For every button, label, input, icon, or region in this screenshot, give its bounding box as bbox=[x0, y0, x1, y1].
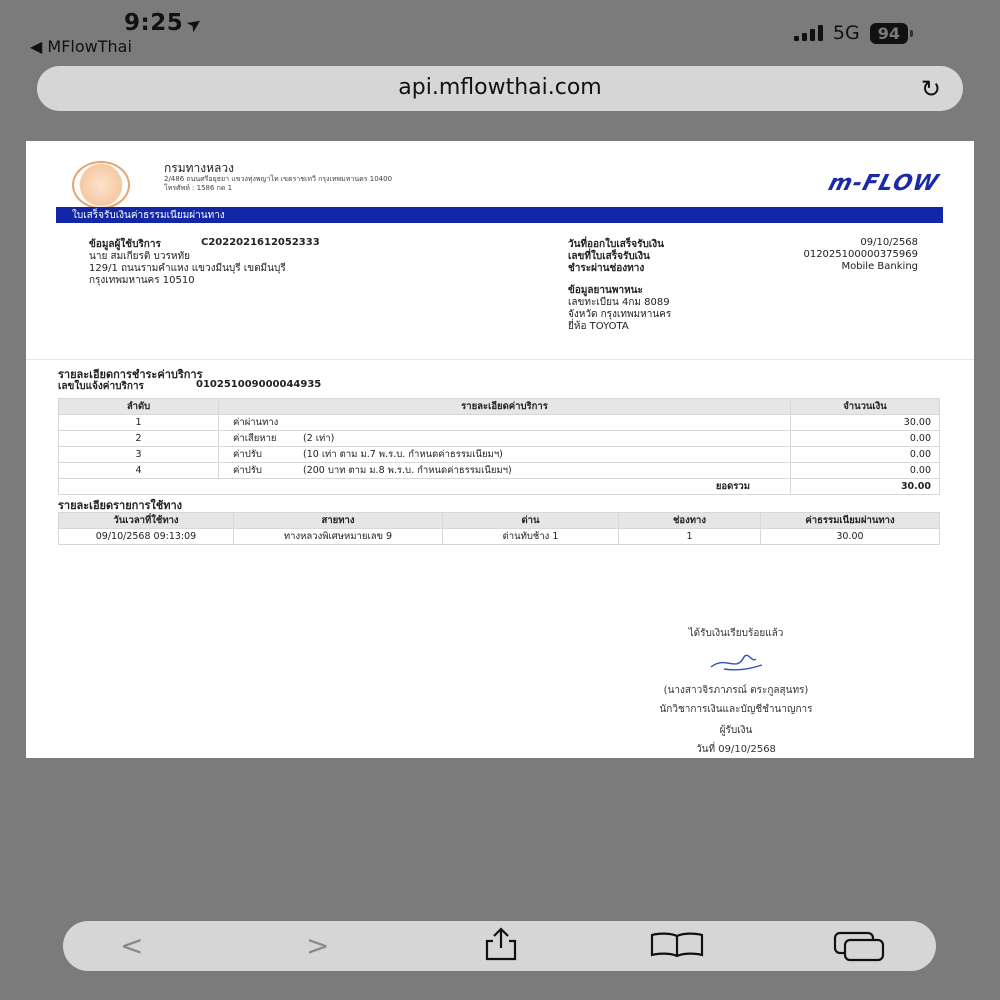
customer-label: ข้อมูลผู้ใช้บริการ bbox=[89, 239, 161, 250]
row-no: 3 bbox=[59, 447, 219, 463]
location-arrow-icon: ➤ bbox=[182, 11, 208, 38]
row-no: 1 bbox=[59, 415, 219, 431]
payment-channel: Mobile Banking bbox=[841, 261, 918, 272]
banner-title: ใบเสร็จรับเงินค่าธรรมเนียมผ่านทาง bbox=[72, 210, 225, 221]
usage-datetime: 09/10/2568 09:13:09 bbox=[59, 529, 234, 545]
table-row bbox=[59, 529, 940, 545]
mflow-logo: m-FLOW bbox=[825, 171, 942, 196]
received-text: ได้รับเงินเรียบร้อยแล้ว bbox=[688, 628, 784, 639]
tabs-icon[interactable] bbox=[831, 930, 887, 969]
browser-toolbar bbox=[63, 921, 936, 971]
row-amount: 30.00 bbox=[791, 415, 940, 431]
table-row bbox=[59, 415, 940, 431]
row-item: ค่าปรับ bbox=[233, 465, 262, 476]
total-amount: 30.00 bbox=[791, 479, 940, 495]
total-label: ยอดรวม bbox=[59, 479, 791, 495]
payment-channel-label: ชำระผ่านช่องทาง bbox=[568, 263, 645, 274]
row-no: 2 bbox=[59, 431, 219, 447]
section-divider bbox=[26, 359, 974, 360]
receipt-date: 09/10/2568 bbox=[860, 237, 918, 248]
receipt-document bbox=[26, 141, 974, 758]
vehicle-province: จังหวัด กรุงเทพมหานคร bbox=[568, 309, 672, 320]
col-header-detail: รายละเอียดค่าบริการ bbox=[219, 399, 791, 415]
usage-fee: 30.00 bbox=[761, 529, 940, 545]
address-bar[interactable] bbox=[37, 66, 963, 111]
usage-section-title: รายละเอียดรายการใช้ทาง bbox=[58, 499, 183, 512]
row-note: (200 บาท ตาม ม.8 พ.ร.บ. กำหนดค่าธรรมเนียมฯ) bbox=[303, 465, 512, 476]
total-row bbox=[59, 479, 940, 495]
handwritten-signature-icon bbox=[706, 645, 766, 675]
receiver-position: นักวิชาการเงินและบัญชีชำนาญการ bbox=[659, 704, 813, 715]
vehicle-brand: ยี่ห้อ TOYOTA bbox=[568, 321, 629, 332]
row-item: ค่าเสียหาย bbox=[233, 433, 277, 444]
payment-section-title: รายละเอียดการชำระค่าบริการ bbox=[58, 368, 203, 381]
row-item: ค่าผ่านทาง bbox=[233, 417, 279, 428]
row-amount: 0.00 bbox=[791, 447, 940, 463]
reload-icon[interactable]: ↻ bbox=[920, 75, 941, 103]
customer-name: นาย สมเกียรติ บวรหทัย bbox=[89, 251, 190, 262]
col-header-amount: จำนวนเงิน bbox=[791, 399, 940, 415]
vehicle-plate: เลขทะเบียน 4กม 8089 bbox=[568, 297, 670, 308]
receipt-no-label: เลขที่ใบเสร็จรับเงิน bbox=[568, 251, 650, 262]
receipt-banner bbox=[56, 207, 943, 223]
receiver-name: (นางสาวจิรภาภรณ์ ตระกูลสุนทร) bbox=[663, 685, 809, 696]
row-no: 4 bbox=[59, 463, 219, 479]
usage-toll: ด่านทับช้าง 1 bbox=[443, 529, 619, 545]
table-row bbox=[59, 463, 940, 479]
org-phone: โทรศัพท์ : 1586 กด 1 bbox=[164, 184, 233, 192]
status-indicators bbox=[794, 22, 908, 44]
customer-address-2: กรุงเทพมหานคร 10510 bbox=[89, 275, 195, 286]
usage-table bbox=[58, 512, 940, 545]
row-detail bbox=[219, 415, 791, 431]
share-icon[interactable] bbox=[481, 926, 521, 969]
back-icon[interactable]: < bbox=[120, 929, 144, 962]
url-text[interactable]: api.mflowthai.com bbox=[398, 75, 602, 100]
row-amount: 0.00 bbox=[791, 431, 940, 447]
table-row bbox=[59, 431, 940, 447]
row-note: (10 เท่า ตาม ม.7 พ.ร.บ. กำหนดค่าธรรมเนียมฯ) bbox=[303, 449, 503, 460]
vehicle-label: ข้อมูลยานพาหนะ bbox=[568, 285, 643, 296]
forward-icon[interactable]: > bbox=[306, 929, 330, 962]
col-header-fee: ค่าธรรมเนียมผ่านทาง bbox=[761, 513, 940, 529]
row-amount: 0.00 bbox=[791, 463, 940, 479]
col-header-toll: ด่าน bbox=[443, 513, 619, 529]
invoice-number: 01025100900004493​5 bbox=[196, 379, 322, 390]
signal-icon bbox=[794, 25, 823, 41]
usage-route: ทางหลวงพิเศษหมายเลข 9 bbox=[234, 529, 443, 545]
invoice-label: เลขใบแจ้งค่าบริการ bbox=[58, 381, 144, 392]
customer-id: C2022021612052333 bbox=[201, 237, 320, 248]
col-header-datetime: วันเวลาที่ใช้ทาง bbox=[59, 513, 234, 529]
row-note: (2 เท่า) bbox=[303, 433, 335, 444]
col-header-route: สายทาง bbox=[234, 513, 443, 529]
org-address: 2/486 ถนนศรีอยุธยา แขวงทุ่งพญาไท เขตราชเทวี กรุงเทพมหานคร 10400 bbox=[164, 175, 393, 183]
row-item: ค่าปรับ bbox=[233, 449, 262, 460]
col-header-lane: ช่องทาง bbox=[619, 513, 761, 529]
signature-block bbox=[636, 626, 836, 757]
status-time bbox=[124, 10, 208, 38]
signature-date: วันที่ 09/10/2568 bbox=[696, 744, 776, 755]
customer-address-1: 129/1 ถนนรามคำแหง แขวงมีนบุรี เขตมีนบุรี bbox=[89, 263, 286, 274]
row-detail bbox=[219, 431, 791, 447]
row-detail bbox=[219, 463, 791, 479]
col-header-no: ลำดับ bbox=[59, 399, 219, 415]
receipt-no: 0120251000003759​69 bbox=[803, 249, 918, 260]
receipt-date-label: วันที่ออกใบเสร็จรับเงิน bbox=[568, 239, 664, 250]
usage-lane: 1 bbox=[619, 529, 761, 545]
back-to-app-link[interactable]: ◀ MFlowThai bbox=[30, 37, 132, 56]
bookmarks-icon[interactable] bbox=[649, 931, 705, 966]
table-row bbox=[59, 447, 940, 463]
battery-icon: 94 bbox=[870, 23, 908, 44]
org-name: กรมทางหลวง bbox=[164, 161, 234, 175]
receiver-role: ผู้รับเงิน bbox=[719, 725, 753, 736]
network-type: 5G bbox=[832, 22, 860, 44]
payment-table bbox=[58, 398, 940, 495]
row-detail bbox=[219, 447, 791, 463]
clock-text: 9:25 bbox=[124, 10, 184, 36]
department-seal-icon bbox=[72, 161, 130, 209]
